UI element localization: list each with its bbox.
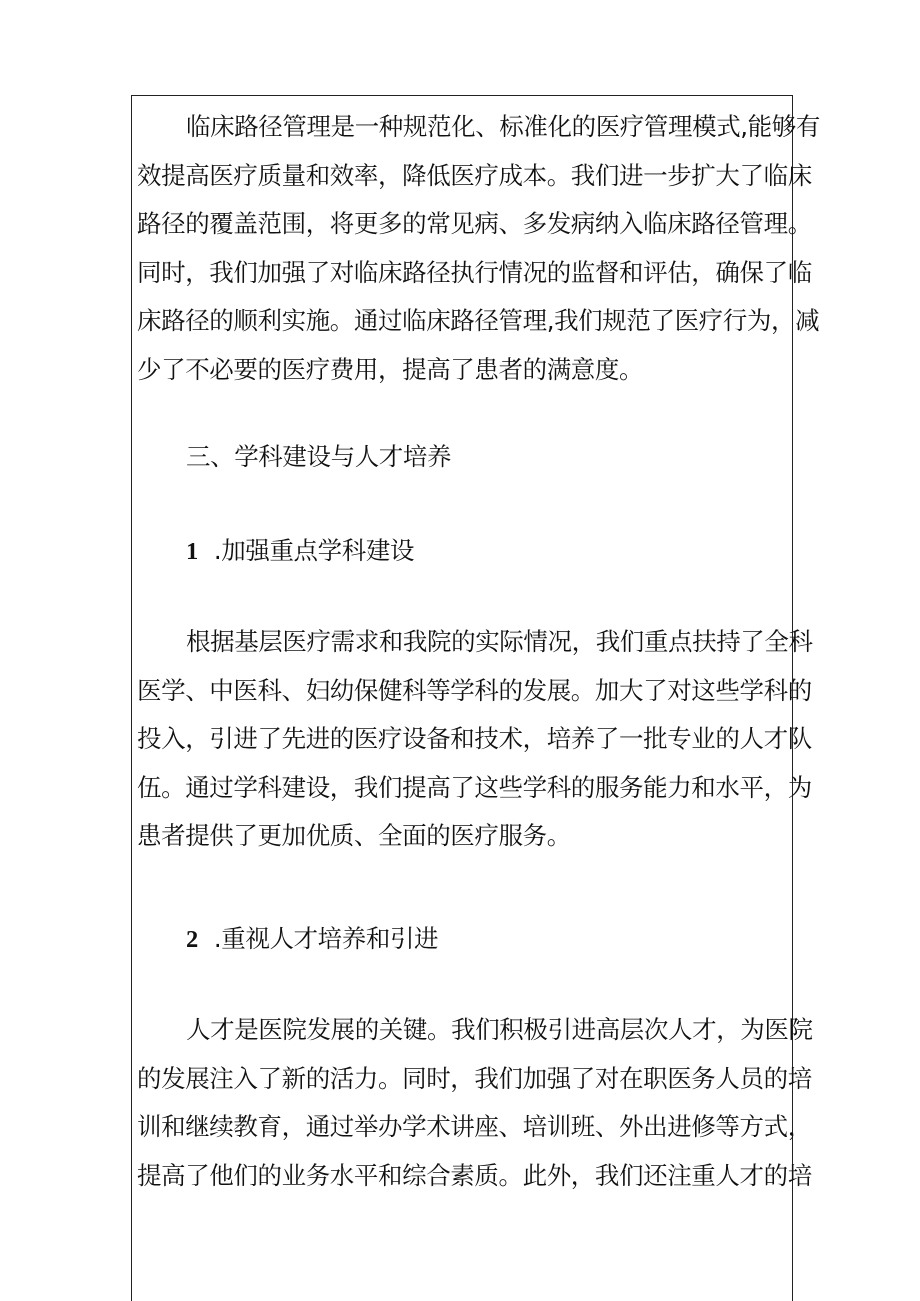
text-line: 临床路径管理是一种规范化、标准化的医疗管理模式,能够有 xyxy=(186,112,820,141)
subheading-number: 1 xyxy=(186,538,198,565)
subheading-number: 2 xyxy=(186,926,198,953)
text-line: 同时，我们加强了对临床路径执行情况的监督和评估，确保了临 xyxy=(137,257,812,287)
text-line: 投入，引进了先进的医疗设备和技术，培养了一批专业的人才队 xyxy=(137,724,812,754)
text-line: 人才是医院发展的关键。我们积极引进高层次人才，为医院 xyxy=(186,1015,813,1044)
section-heading: 三、学科建设与人才培养 xyxy=(186,442,452,471)
text-line: 路径的覆盖范围，将更多的常见病、多发病纳入临床路径管理。 xyxy=(137,209,812,239)
text-line: 医学、中医科、妇幼保健科等学科的发展。加大了对这些学科的 xyxy=(137,675,812,705)
text-line: 效提高医疗质量和效率，降低医疗成本。我们进一步扩大了临床 xyxy=(137,160,812,190)
text-line: 根据基层医疗需求和我院的实际情况，我们重点扶持了全科 xyxy=(186,627,813,656)
subheading-2 xyxy=(186,920,438,955)
paragraph-clinical-pathway xyxy=(137,103,820,395)
text-line: 伍。通过学科建设，我们提高了这些学科的服务能力和水平，为 xyxy=(137,772,812,802)
paragraph-talent-training xyxy=(137,1006,813,1200)
subheading-1 xyxy=(186,532,414,567)
text-line: 提高了他们的业务水平和综合素质。此外，我们还注重人才的培 xyxy=(137,1160,812,1190)
text-line: 训和继续教育，通过举办学术讲座、培训班、外出进修等方式， xyxy=(137,1112,812,1142)
text-line: 少了不必要的医疗费用，提高了患者的满意度。 xyxy=(137,354,644,384)
text-line: 的发展注入了新的活力。同时，我们加强了对在职医务人员的培 xyxy=(137,1063,812,1093)
text-line: 患者提供了更加优质、全面的医疗服务。 xyxy=(137,821,571,851)
subheading-text: .重视人才培养和引进 xyxy=(213,924,439,953)
text-line: 床路径的顺利实施。通过临床路径管理,我们规范了医疗行为，减 xyxy=(137,306,820,336)
paragraph-discipline-building xyxy=(137,618,813,861)
subheading-text: .加强重点学科建设 xyxy=(213,536,415,565)
